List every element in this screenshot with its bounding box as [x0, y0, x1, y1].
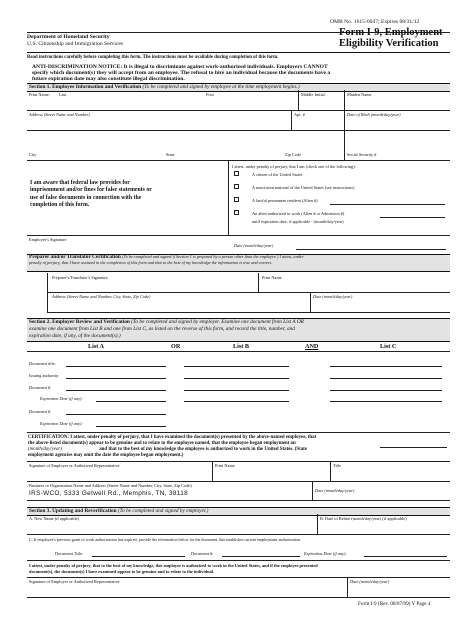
- instructions-line: Read instructions carefully before completing this form. The instructions must be available during completion of this form.: [27, 55, 279, 60]
- noncitizen-national-checkbox[interactable]: [234, 184, 239, 189]
- zip-input[interactable]: [283, 138, 341, 150]
- penalty-line-4: completion of this form.: [30, 202, 90, 209]
- expiration-date-2-label: Expiration Date (if any):: [40, 421, 83, 426]
- permanent-resident-option: A lawful permanent resident (Alien #): [252, 198, 318, 203]
- employee-signature-label: Employee's Signature: [29, 237, 67, 242]
- document-number-label: Document #:: [29, 385, 52, 390]
- last-label: Last: [59, 92, 67, 97]
- preparer-header: [27, 254, 450, 272]
- new-name-label: A. New Name (if applicable): [29, 516, 79, 521]
- last-name-input[interactable]: [29, 98, 199, 109]
- middle-initial-input[interactable]: [300, 98, 342, 109]
- notice-line-2: specify which document(s) they will accept from an employee. The refusal to hire an individual because the documents have a: [32, 70, 331, 77]
- preparer-subtitle-1: (To be completed and signed if Section 1 is prepared by a person other than the employee.) I attest, under: [122, 254, 304, 259]
- city-input[interactable]: [29, 138, 159, 150]
- section2-title: Section 2. Employer Review and Verification: [29, 319, 130, 325]
- penalty-line-1: I am aware that federal law provides for: [30, 180, 130, 186]
- dob-label: Date of Birth (month/day/year): [347, 112, 401, 117]
- citizen-option: A citizen of the United States: [252, 172, 303, 177]
- reverify-attestation: [29, 563, 318, 575]
- employer-title-input[interactable]: [332, 469, 448, 480]
- alien-expiration-label: until expiration date, if applicable - (month/day/year): [252, 219, 344, 224]
- issuing-authority-label: Issuing authority:: [29, 373, 60, 378]
- section2-subtitle-3: expiration date, if any, of the document(s).): [29, 332, 121, 339]
- zip-label: Zip Code: [285, 152, 302, 157]
- certification-line-1: CERTIFICATION: I attest, under penalty of perjury, that I have examined the document(s) presented by the above-named employee, that: [28, 435, 317, 440]
- doc-title-label: Document title:: [29, 361, 56, 366]
- section3-header: [27, 507, 450, 516]
- alien-authorized-option: An alien authorized to work (Alien # or Admission #): [252, 211, 345, 216]
- city-label: City: [29, 152, 37, 157]
- section2-subtitle-1: (To be completed and signed by employer. Examine one document from List A OR: [131, 319, 304, 325]
- list-c-heading: List C: [380, 343, 397, 350]
- maiden-name-input[interactable]: [346, 98, 448, 109]
- penalty-line-2: imprisonment and/or fines for false statements or: [30, 187, 152, 194]
- preparer-print-name-label: Print Name: [262, 275, 282, 280]
- preparer-subtitle-2: penalty of perjury, that I have assisted in the completion of this form and that to the best of my knowledge the information is true and correct.: [29, 259, 273, 265]
- permanent-resident-checkbox[interactable]: [234, 197, 239, 202]
- section1-header: [27, 83, 450, 92]
- list-a-heading: List A: [88, 343, 104, 350]
- reverify-signature-input[interactable]: [29, 585, 344, 596]
- notice-line-1: ANTI-DISCRIMINATION NOTICE: It is illegal to discriminate against work-authorized individuals. Employers CANNOT: [32, 64, 328, 70]
- preparer-signature-label: Preparer's/Translator's Signature: [52, 275, 108, 280]
- section3-title: Section 3. Updating and Reverification: [29, 508, 117, 514]
- reverification-instructions: C. If employee's previous grant of work authorization has expired, provide the information below for the document that establishes current employment authorization.: [29, 537, 302, 542]
- employer-print-name-input[interactable]: [214, 469, 328, 480]
- employer-print-name-label: Print Name: [215, 463, 235, 468]
- alien-authorized-checkbox[interactable]: [234, 210, 239, 215]
- new-name-input[interactable]: [29, 522, 314, 533]
- preparer-address-label: Address (Street Name and Number, City, State, Zip Code): [52, 294, 151, 299]
- rehire-date-input[interactable]: [319, 522, 448, 533]
- and-heading: AND: [305, 343, 319, 350]
- form-title: Form I-9, Employment: [339, 27, 443, 38]
- preparer-date-label: Date (month/day/year): [313, 294, 353, 299]
- business-address-label: Business or Organization Name and Address (Street Name and Number, City, State, Zip Code): [29, 483, 192, 488]
- reverify-date-input[interactable]: [349, 585, 448, 596]
- address-label: Address (Street Name and Number): [29, 112, 91, 117]
- ssn-label: Social Security #: [347, 152, 377, 157]
- reverify-signature-label: Signature of Employer or Authorized Representative: [29, 579, 120, 584]
- notice-line-3: future expiration date may also constitute illegal discrimination.: [32, 76, 185, 83]
- employer-signature-label: Signature of Employer or Authorized Representative: [29, 463, 120, 468]
- employer-date-label: Date (month/day/year): [315, 488, 355, 493]
- document-number-2-label: Document #:: [29, 409, 52, 414]
- reverify-doc-number-label: Document #:: [191, 551, 214, 556]
- form-subtitle: Eligibility Verification: [339, 38, 439, 49]
- section2-subtitle-2: examine one document from List B and one from List C, as listed on the reverse of this form, and record the title, number, and: [29, 325, 295, 332]
- omb-number: OMB No. 1615-0047; Expires 08/31/12: [330, 19, 420, 25]
- first-name-input[interactable]: [204, 98, 296, 109]
- middle-initial-label: Middle Initial: [301, 92, 325, 97]
- citizen-checkbox[interactable]: [234, 171, 239, 176]
- section1-subtitle: (To be completed and signed by employee at the time employment begins.): [142, 84, 300, 90]
- form-footer: Form I-9 (Rev. 08/07/09) Y Page 4: [358, 601, 431, 607]
- state-label: State: [166, 152, 175, 157]
- ssn-input[interactable]: [346, 138, 448, 150]
- subagency-name: U.S. Citizenship and Immigration Services: [27, 41, 124, 47]
- employee-signature-input[interactable]: [29, 243, 224, 251]
- dob-input[interactable]: [346, 118, 448, 129]
- certification-line-2: the above-listed document(s) appear to be genuine and to relate to the employee named, that the employee began employment on: [28, 441, 296, 447]
- reverify-date-label: Date (month/day/year): [350, 579, 390, 584]
- employer-title-label: Title: [333, 463, 341, 468]
- preparer-title: Preparer and/or Translator Certification: [29, 254, 121, 260]
- reverify-expiration-label: Expiration Date (if any):: [304, 551, 347, 556]
- business-address-value[interactable]: IRS-WCO, 5333 Getwell Rd., Memphis, TN, 38118: [29, 490, 188, 497]
- section3-subtitle: (To be completed and signed by employer.): [117, 508, 209, 514]
- state-input[interactable]: [164, 138, 274, 150]
- rehire-date-label: B. Date of Rehire (month/day/year) (if applicable): [320, 516, 407, 521]
- penalty-statement: [30, 180, 152, 210]
- employer-signature-input[interactable]: [29, 469, 209, 480]
- agency-name: Department of Homeland Security: [27, 34, 110, 40]
- certification-date-hint: (month/day/year): [28, 447, 62, 453]
- reverify-attest-line-2: document(s), the document(s) I have examined appear to be genuine and to relate to the individual.: [29, 568, 215, 574]
- reverify-attest-line-1: I attest, under penalty of perjury, that to the best of my knowledge, this employee is authorized to work in the United States, and if the employee presented: [29, 563, 318, 568]
- section1-title: Section 1. Employee Information and Verification: [29, 84, 142, 90]
- noncitizen-national-option: A noncitizen national of the United States (see instructions): [252, 185, 355, 190]
- certification-line-3: and that to the best of my knowledge the employee is authorized to work in the United States. (State: [99, 447, 307, 453]
- first-label: First: [206, 92, 214, 97]
- list-b-heading: List B: [233, 343, 249, 350]
- certification-line-4: employment agencies may omit the date the employee began employment.): [28, 453, 184, 459]
- apt-input[interactable]: [293, 118, 342, 129]
- anti-discrimination-notice: [32, 64, 452, 83]
- employee-date-label: Date (month/day/year): [234, 243, 274, 248]
- penalty-line-3: use of false documents in connection with the: [30, 194, 142, 201]
- expiration-date-label: Expiration Date (if any):: [40, 396, 83, 401]
- section2-header: [27, 318, 450, 342]
- maiden-name-label: Maiden Name: [347, 92, 372, 97]
- attest-label: I attest, under penalty of perjury, that I am (check one of the following):: [232, 164, 356, 169]
- print-name-label: Print Name:: [29, 92, 50, 97]
- apt-label: Apt. #: [294, 112, 305, 117]
- address-input[interactable]: [29, 118, 289, 129]
- or-heading: OR: [171, 343, 181, 350]
- reverify-doc-title-label: Document Title:: [55, 551, 84, 556]
